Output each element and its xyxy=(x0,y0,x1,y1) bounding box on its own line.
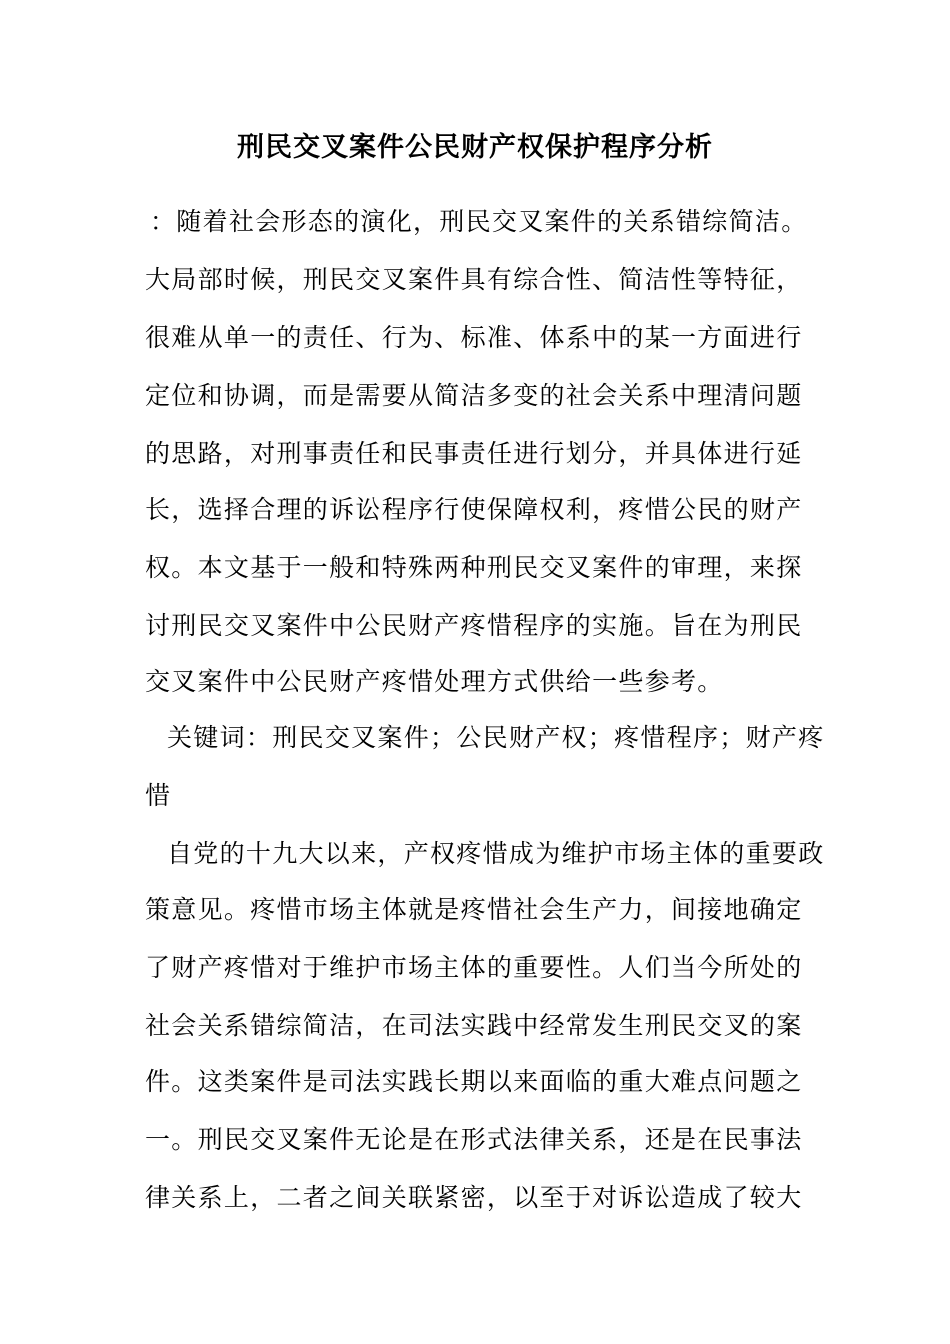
abstract-line: 很难从单一的责任、行为、标准、体系中的某一方面进行 xyxy=(145,323,803,352)
body-line: 社会关系错综简洁，在司法实践中经常发生刑民交叉的案 xyxy=(145,1011,803,1040)
abstract-line: 的思路，对刑事责任和民事责任进行划分，并具体进行延 xyxy=(145,439,803,468)
abstract-line: 定位和协调，而是需要从简洁多变的社会关系中理清问题 xyxy=(145,381,803,410)
keywords-line: 惜 xyxy=(145,781,172,810)
abstract-line: 讨刑民交叉案件中公民财产疼惜程序的实施。旨在为刑民 xyxy=(145,611,803,640)
body-line: 件。这类案件是司法实践长期以来面临的重大难点问题之 xyxy=(145,1067,803,1096)
abstract-line: 大局部时候，刑民交叉案件具有综合性、简洁性等特征， xyxy=(145,265,803,294)
body-line: 一。刑民交叉案件无论是在形式法律关系，还是在民事法 xyxy=(145,1125,803,1154)
body-line: 策意见。疼惜市场主体就是疼惜社会生产力，间接地确定 xyxy=(145,895,803,924)
body-line: 了财产疼惜对于维护市场主体的重要性。人们当今所处的 xyxy=(145,953,803,982)
abstract-line: ：随着社会形态的演化，刑民交叉案件的关系错综简洁。 xyxy=(150,207,808,236)
abstract-line: 交叉案件中公民财产疼惜处理方式供给一些参考。 xyxy=(145,667,724,696)
abstract-line: 长，选择合理的诉讼程序行使保障权利，疼惜公民的财产 xyxy=(145,495,803,524)
keywords-line: 关键词：刑民交叉案件；公民财产权；疼惜程序；财产疼 xyxy=(167,723,825,752)
body-line: 自党的十九大以来，产权疼惜成为维护市场主体的重要政 xyxy=(167,839,825,868)
document-title: 刑民交叉案件公民财产权保护程序分析 xyxy=(237,132,713,163)
body-line: 律关系上，二者之间关联紧密，以至于对诉讼造成了较大 xyxy=(145,1183,803,1212)
abstract-line: 权。本文基于一般和特殊两种刑民交叉案件的审理，来探 xyxy=(145,553,803,582)
